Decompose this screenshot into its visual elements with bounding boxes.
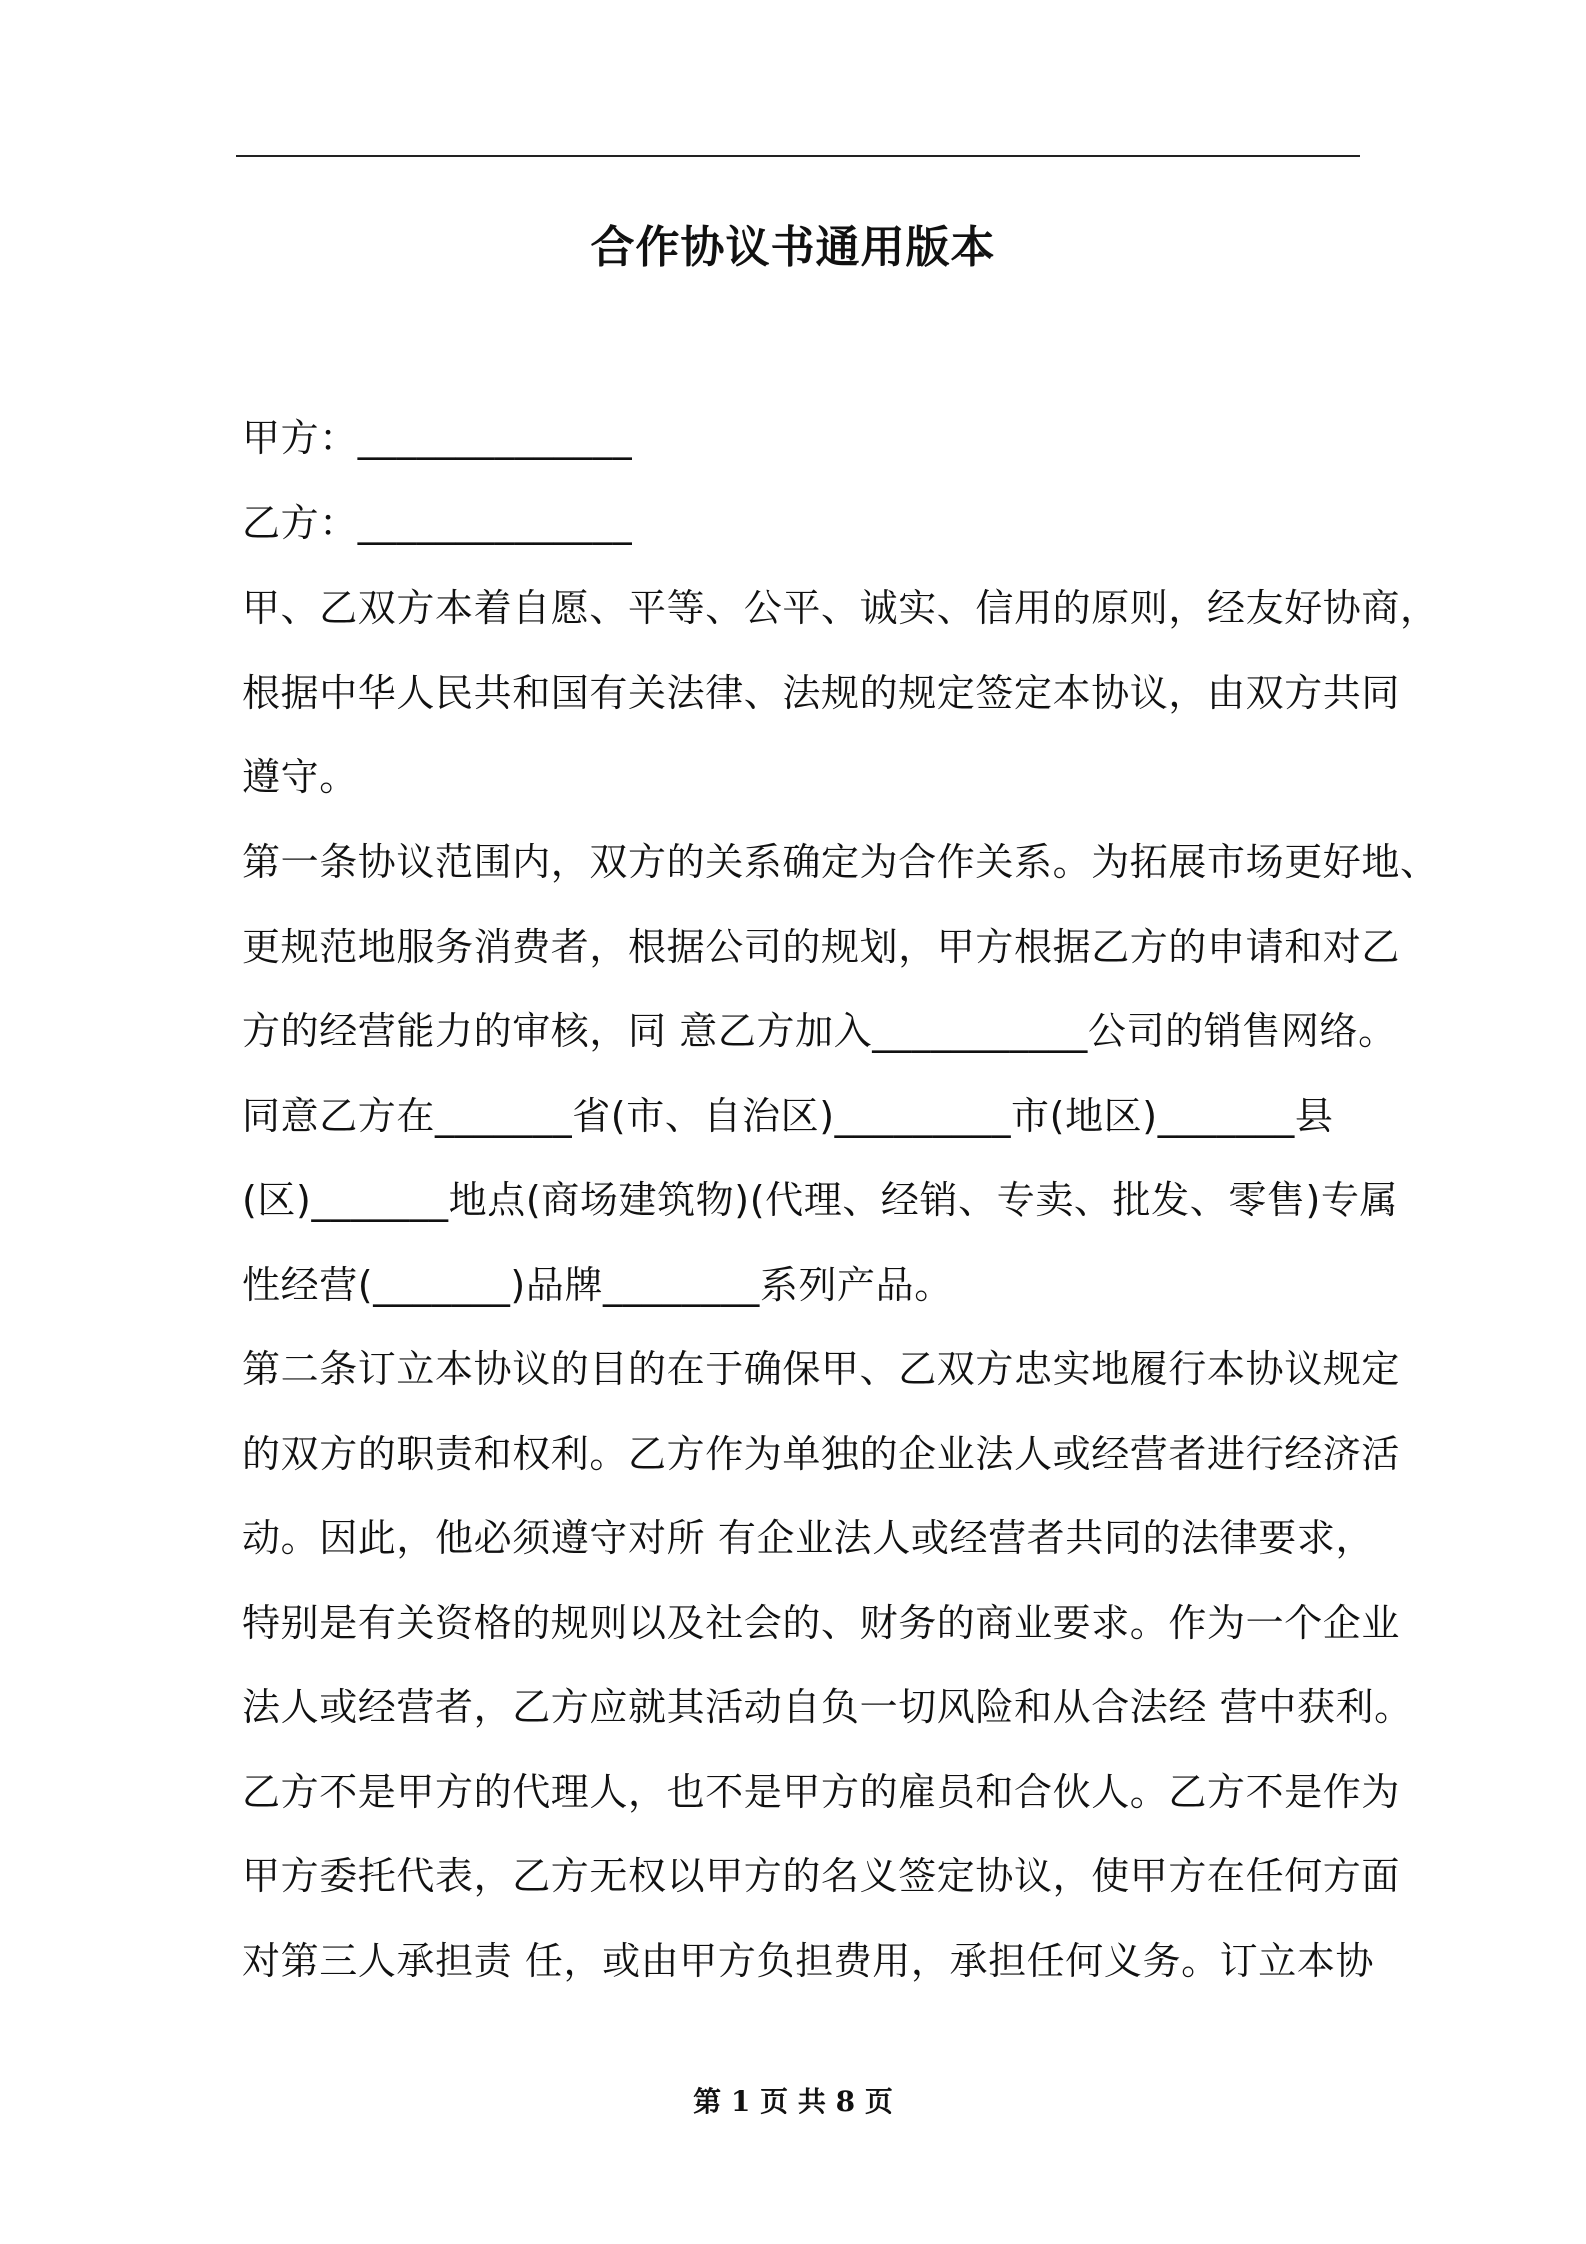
header-rule: [236, 155, 1360, 157]
party-b-line: 乙方：______________: [242, 501, 633, 545]
body-line: 法人或经营者，乙方应就其活动自负一切风险和从合法经 营中获利。: [242, 1685, 1413, 1729]
body-line: 动。因此，他必须遵守对所 有企业法人或经营者共同的法律要求，: [242, 1516, 1375, 1560]
body-line: 第二条订立本协议的目的在于确保甲、乙双方忠实地履行本协议规定: [242, 1347, 1401, 1391]
body-line: 乙方不是甲方的代理人，也不是甲方的雇员和合伙人。乙方不是作为: [242, 1770, 1401, 1814]
body-line: 第一条协议范围内，双方的关系确定为合作关系。为拓展市场更好地、: [242, 840, 1439, 884]
body-line: 同意乙方在_______省(市、自治区)_________市(地区)_______县: [242, 1094, 1334, 1138]
body-line: 方的经营能力的审核，同 意乙方加入___________公司的销售网络。: [242, 1009, 1397, 1053]
body-line: 根据中华人民共和国有关法律、法规的规定签定本协议，由双方共同: [242, 671, 1401, 715]
page-number-footer: 第 1 页 共 8 页: [693, 2085, 893, 2118]
body-line: 的双方的职责和权利。乙方作为单独的企业法人或经营者进行经济活: [242, 1432, 1401, 1476]
body-line: 更规范地服务消费者，根据公司的规划，甲方根据乙方的申请和对乙: [242, 925, 1401, 969]
body-line: 性经营(_______)品牌________系列产品。: [242, 1263, 953, 1307]
body-line: (区)_______地点(商场建筑物)(代理、经销、专卖、批发、零售)专属: [242, 1178, 1399, 1222]
body-line: 对第三人承担责 任，或由甲方负担费用，承担任何义务。订立本协: [242, 1939, 1375, 1983]
body-line: 遵守。: [242, 755, 358, 799]
body-line: 甲方委托代表，乙方无权以甲方的名义签定协议，使甲方在任何方面: [242, 1854, 1401, 1898]
party-a-line: 甲方：______________: [242, 416, 633, 460]
body-line: 特别是有关资格的规则以及社会的、财务的商业要求。作为一个企业: [242, 1601, 1401, 1645]
document-title: 合作协议书通用版本: [590, 222, 996, 273]
body-line: 甲、乙双方本着自愿、平等、公平、诚实、信用的原则，经友好协商，: [242, 586, 1439, 630]
